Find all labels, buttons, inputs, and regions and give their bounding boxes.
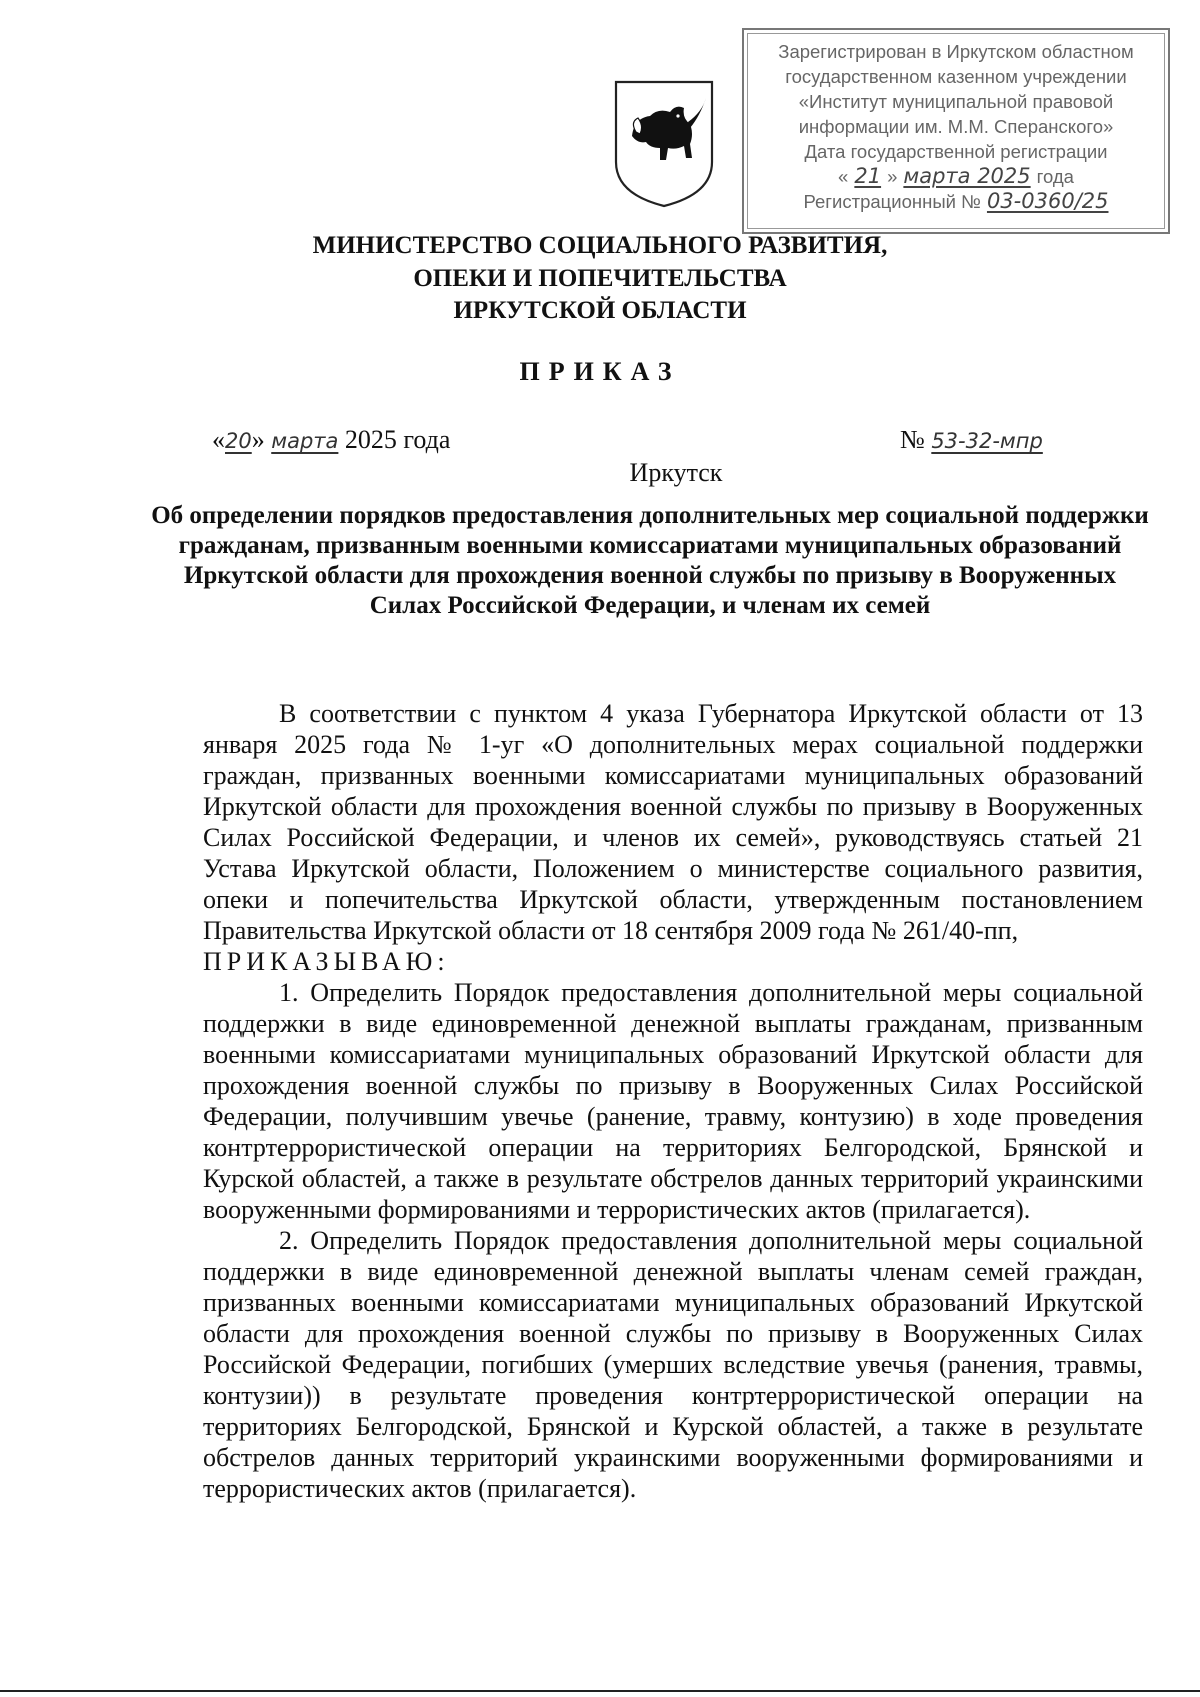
page-bottom-rule (0, 1690, 1200, 1692)
order-item-2: 2. Определить Порядок предоставления дополнительной меры социальной поддержки в виде единовременной денежной выплаты членам семей граждан, призванных военными комиссариатами муниципальных образований Иркутской области для прохождения военной службы по призыву в Вооруженных Силах Российской Федерации, погибших (умерших вследствие увечья (ранения, травмы, контузии)) в результате проведения контртеррористической операции на территориях Белгородской, Брянской и Курской областей, а также в результате обстрелов данных территорий украинскими вооруженными формированиями и террористических актов (прилагается). (203, 1226, 1143, 1503)
ministry-name-line-1: МИНИСТЕРСТВО СОЦИАЛЬНОГО РАЗВИТИЯ, (312, 232, 888, 259)
stamp-date-open: « (838, 166, 849, 187)
document-title: Об определении порядков предоставления дополнительных мер социальной поддержки гражданам, призванным военными комиссариатами муниципальных образований Иркутской области для прохождения военной службы по призыву в Вооруженных Силах Российской Федерации, и членам их семей (151, 502, 1149, 619)
irkutsk-coat-of-arms-icon (610, 78, 718, 210)
stamp-reg-number: 03-0360/25 (986, 189, 1109, 213)
number-label: № (900, 425, 925, 454)
stamp-line: Зарегистрирован в Иркутском областном (778, 41, 1134, 62)
stamp-line: «Институт муниципальной правовой (798, 91, 1114, 112)
date-day: 20 (225, 429, 252, 453)
date-year: 2025 года (338, 425, 451, 454)
registration-stamp (742, 28, 1170, 234)
city: Иркутск (629, 458, 723, 487)
stamp-date-day: 21 (854, 164, 882, 188)
ministry-name-line-3: ИРКУТСКОЙ ОБЛАСТИ (453, 297, 747, 324)
document-body (203, 698, 1143, 1504)
order-word: ПРИКАЗЫВАЮ: (203, 947, 450, 976)
stamp-line: информации им. М.М. Сперанского» (798, 116, 1114, 137)
stamp-date-mid: » (887, 166, 898, 187)
order-date (212, 425, 450, 455)
preamble-paragraph: В соответствии с пунктом 4 указа Губернатора Иркутской области от 13 января 2025 года № 1-уг «О дополнительных мерах социальной поддержки граждан, призванных военными комиссариатами муниципальных образований Иркутской области для прохождения военной службы по призыву в Вооруженных Силах Российской Федерации, и членов их семей», руководствуясь статьей 21 Устава Иркутской области, Положением о министерстве социального развития, опеки и попечительства Иркутской области, утвержденным постановлением Правительства Иркутской области от 18 сентября 2009 года № 261/40-пп, (203, 699, 1143, 945)
stamp-registration-date (744, 164, 1168, 189)
stamp-date-month: марта 2025 (903, 164, 1031, 188)
stamp-line: государственном казенном учреждении (785, 66, 1127, 87)
order-title: ПРИКАЗ (519, 357, 681, 386)
date-open-quote: « (212, 425, 225, 454)
stamp-line: Дата государственной регистрации (804, 141, 1108, 162)
date-close-quote: » (251, 425, 265, 454)
date-month: марта (271, 429, 339, 453)
stamp-reg-label: Регистрационный № (803, 191, 981, 212)
ministry-name-line-2: ОПЕКИ И ПОПЕЧИТЕЛЬСТВА (413, 265, 787, 292)
order-number (900, 425, 1043, 455)
order-item-1: 1. Определить Порядок предоставления дополнительной меры социальной поддержки в виде единовременной денежной выплаты гражданам, призванным военными комиссариатами муниципальных образований Иркутской области для прохождения военной службы по призыву в Вооруженных Силах Российской Федерации, получившим увечье (ранение, травму, контузию) в ходе проведения контртеррористической операции на территориях Белгородской, Брянской и Курской областей, а также в результате обстрелов данных территорий украинскими вооруженными формированиями и террористических актов (прилагается). (203, 978, 1143, 1224)
number-value: 53-32-мпр (931, 429, 1043, 453)
stamp-registration-number (744, 189, 1168, 214)
stamp-date-suffix: года (1036, 166, 1074, 187)
